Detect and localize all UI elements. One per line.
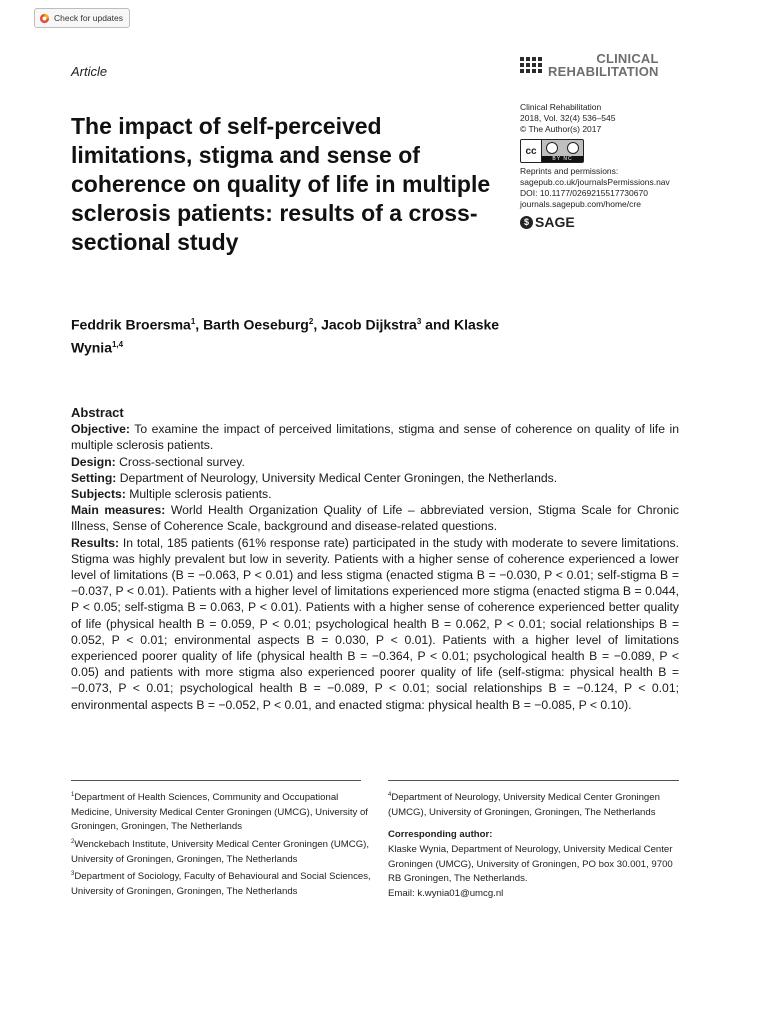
corresponding-author-email[interactable]: Email: k.wynia01@umcg.nl [388, 887, 504, 899]
by-icon [546, 142, 558, 154]
affiliation-marker: 1 [71, 792, 75, 798]
update-status-icon [39, 13, 50, 24]
author-name: Barth Oeseburg [203, 316, 309, 333]
check-for-updates-button[interactable] [34, 8, 130, 28]
author-name: Jacob Dijkstra [321, 316, 417, 333]
affiliation-footnote [71, 867, 371, 899]
reprints-label: Reprints and permissions: [520, 166, 619, 176]
sage-logo-text: SAGE [535, 214, 575, 230]
affiliation-footnote [388, 788, 688, 820]
journal-logo-line2: REHABILITATION [548, 64, 659, 79]
cc-icon: cc [521, 140, 542, 162]
journal-homepage-link[interactable]: journals.sagepub.com/home/cre [520, 199, 641, 209]
abstract-results: Results: In total, 185 patients (61% response rate) participated in the study with moderate to severe limitations. Stigma was highly prevalent but low in severity. Patients with a higher sense of coherence experienced a lower level of limitations (B = −0.063, P < 0.01) and less stigma (enacted stigma B = −0.030, P < 0.01; self-stigma B = −0.037, P < 0.01). Patients with a higher level of limitations experienced more stigma (enacted stigma B = 0.044, P < 0.05; self-stigma B = 0.063, P < 0.01). Patients with a higher sense of coherence experienced better quality of life (physical health B = 0.059, P < 0.01; psychological health B = 0.062, P < 0.01; social relationships B = 0.052, P < 0.01; environmental aspects B = 0.030, P < 0.01). Patients with a higher level of limitations experienced poorer quality of life (physical health B = −0.364, P < 0.01; psychological health B = −0.089, P < 0.05) and patients with more stigma also experienced poorer quality of life (self-stigma: physical health B = −0.073, P < 0.01; psychological health B = −0.089, P < 0.01; social relationships B = −0.124, P < 0.01; environmental aspects B = −0.052, P < 0.01, and enacted stigma: physical health B = −0.085, P < 0.10). [71, 535, 679, 712]
affiliation-marker: 3 [71, 871, 75, 878]
corresponding-author-address: Klaske Wynia, Department of Neurology, University Medical Center Groningen (UMCG), University of Groningen, PO box 30.001, 9700 RB Groningen, The Netherlands. [388, 843, 673, 885]
affiliation-footnote [71, 788, 371, 835]
footnote-divider-right [388, 780, 679, 781]
journal-volume: 2018, Vol. 32(4) 536–545 [520, 113, 616, 123]
check-for-updates-label: Check for updates [54, 13, 123, 23]
affiliation-marker: 4 [388, 792, 392, 798]
author-affiliation-marker: 2 [308, 317, 314, 326]
abstract-heading: Abstract [71, 405, 124, 420]
journal-meta [520, 102, 690, 229]
creative-commons-license-icon[interactable] [520, 139, 584, 163]
abstract [71, 405, 679, 713]
abstract-main-measures: Main measures: World Health Organization Quality of Life – abbreviated version, Stigma Scale for Chronic Illness, Sense of Coherence Scale, background and disease-related questions. [71, 503, 679, 534]
affiliation-marker: 2 [71, 838, 75, 845]
affiliation-text: Department of Health Sciences, Community and Occupational Medicine, University Medical Center Groningen (UMCG), University of Groningen, Groningen, The Netherlands [71, 792, 368, 833]
affiliations-right [388, 788, 688, 901]
reprints-link[interactable]: sagepub.co.uk/journalsPermissions.nav [520, 177, 670, 187]
cc-license-label: BY NC [542, 156, 583, 162]
abstract-setting: Setting: Department of Neurology, University Medical Center Groningen, the Netherlands. [71, 470, 558, 485]
journal-logo-line1: CLINICAL [596, 51, 659, 66]
author-affiliation-marker: 1 [190, 317, 196, 326]
abstract-subjects: Subjects: Multiple sclerosis patients. [71, 487, 272, 502]
doi-link[interactable]: DOI: 10.1177/0269215517730670 [520, 188, 648, 198]
journal-name: Clinical Rehabilitation [520, 102, 602, 112]
affiliation-text: Department of Sociology, Faculty of Behavioural and Social Sciences, University of Groningen, Groningen, The Netherlands [71, 871, 371, 898]
journal-logo [520, 52, 659, 78]
sage-s-icon: $ [520, 216, 533, 229]
abstract-objective: Objective: To examine the impact of perceived limitations, stigma and sense of coherence on quality of life in multiple sclerosis patients. [71, 422, 679, 453]
author-list: Feddrik Broersma$^1$, Barth Oeseburg$^2$, Jacob Dijkstra$^3$ and Klaske Wynia$^{1,4}$ [71, 316, 500, 356]
corresponding-author-heading: Corresponding author: [388, 829, 493, 841]
affiliation-text: Department of Neurology, University Medical Center Groningen (UMCG), University of Groningen, Groningen, The Netherlands [388, 792, 660, 818]
author-name: Feddrik Broersma [71, 316, 191, 333]
article-title: The impact of self-perceived limitations, stigma and sense of coherence on quality of life in multiple sclerosis patients: results of a cross-sectional study [71, 113, 491, 255]
journal-logo-dots-icon [520, 57, 542, 73]
nc-icon [567, 142, 579, 154]
author-affiliation-marker: 1,4 [111, 339, 124, 349]
copyright: © The Author(s) 2017 [520, 124, 602, 134]
author-name: Klaske Wynia [71, 316, 500, 356]
affiliation-footnote [71, 835, 371, 867]
footnote-divider-left [71, 780, 361, 781]
article-type-label: Article [71, 64, 108, 79]
sage-logo [520, 216, 690, 229]
affiliation-text: Wenckebach Institute, University Medical Center Groningen (UMCG), University of Groningen, Groningen, The Netherlands [71, 839, 370, 865]
author-affiliation-marker: 3 [416, 317, 422, 326]
affiliations-left [71, 788, 371, 900]
abstract-design: Design: Cross-sectional survey. [71, 454, 245, 469]
